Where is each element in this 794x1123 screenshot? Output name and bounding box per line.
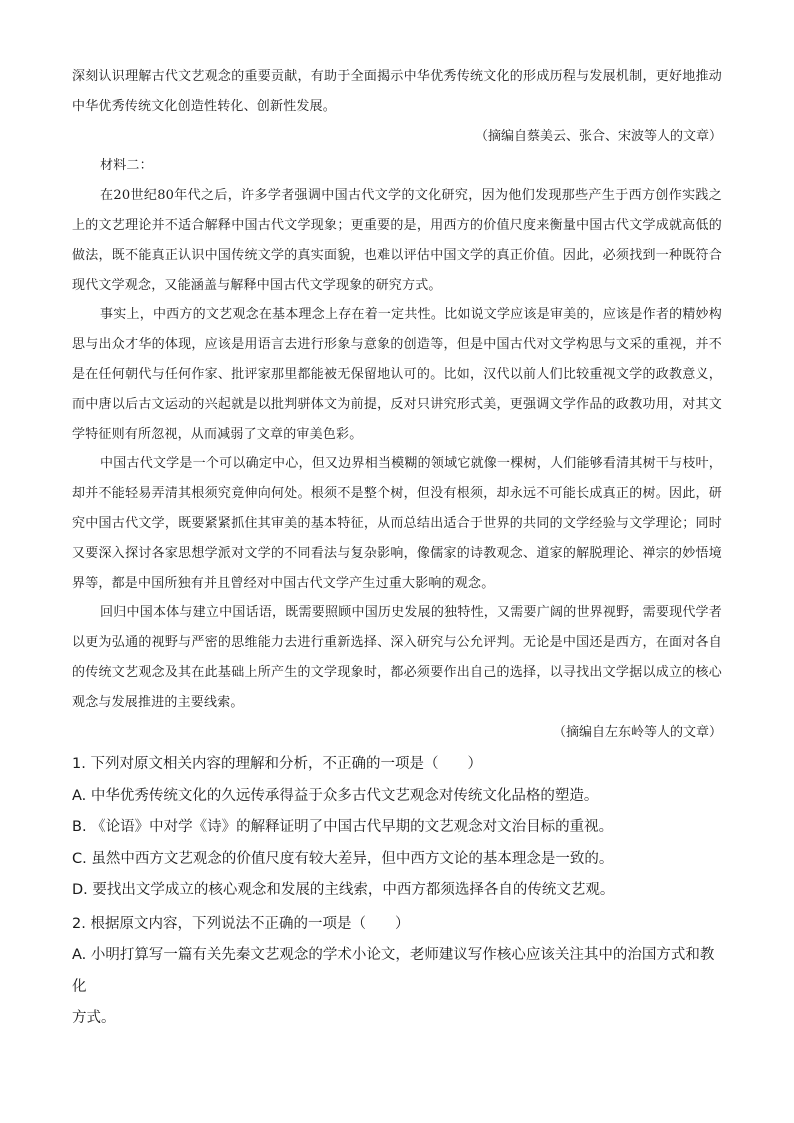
question-1-option-d: D. 要找出文学成立的核心观念和发展的主线索，中西方都须选择各自的传统文艺观。 — [72, 882, 615, 899]
source-citation-1: （摘编自蔡美云、张合、宋波等人的文章） — [474, 128, 722, 144]
material-2-label: 材料二： — [100, 158, 153, 174]
question-1-option-a: A. 中华优秀传统文化的久远传承得益于众多古代文艺观念对传统文化品格的塑造。 — [72, 787, 599, 804]
document-page — [72, 62, 722, 1035]
question-1-stem: 1. 下列对原文相关内容的理解和分析，不正确的一项是（ ） — [72, 756, 482, 773]
source-citation-2: （摘编自左东岭等人的文章） — [552, 724, 722, 740]
question-2-option-a-line-1: A. 小明打算写一篇有关先秦文艺观念的学术小论文，老师建议写作核心应该关注其中的治国方式和教化 — [72, 947, 715, 995]
question-2-stem: 2. 根据原文内容，下列说法不正确的一项是（ ） — [72, 915, 410, 932]
intro-paragraph: 深刻认识理解古代文艺观念的重要贡献，有助于全面揭示中华优秀传统文化的形成历程与发展机制，更好地推动中华优秀传统文化创造性转化、创新性发展。 — [72, 69, 722, 114]
question-1-option-c: C. 虽然中西方文艺观念的价值尺度有较大差异，但中西方文论的基本理念是一致的。 — [72, 850, 614, 867]
question-2 — [72, 909, 722, 1035]
question-1 — [72, 749, 722, 907]
question-1-option-b: B. 《论语》中对学《诗》的解释证明了中国古代早期的文艺观念对文治目标的重视。 — [72, 819, 614, 836]
paragraph-1: 在20世纪80年代之后，许多学者强调中国古代文学的文化研究，因为他们发现那些产生于西方创作实践之上的文艺理论并不适合解释中国古代文学现象；更重要的是，用西方的价值尺度来衡量中国古代文学成就高低的做法，既不能真正认识中国传统文学的真实面貌，也难以评估中国文学的真正价值。因此，必须找到一种既符合现代文学观念，又能涵盖与解释中国古代文学现象的研究方式。 — [72, 188, 722, 293]
question-2-option-a-line-2: 方式。 — [72, 1010, 116, 1027]
paragraph-3: 中国古代文学是一个可以确定中心，但又边界相当模糊的领域它就像一棵树，人们能够看清其树干与枝叶，却并不能轻易弄清其根须究竟伸向何处。根须不是整个树，但没有根须，却永远不可能长成真正的树。因此，研究中国古代文学，既要紧紧抓住其审美的基本特征，从而总结出适合于世界的共同的文学经验与文学理论；同时又要深入探讨各家思想学派对文学的不同看法与复杂影响，像儒家的诗教观念、道家的解脱理论、禅宗的妙悟境界等，都是中国所独有并且曾经对中国古代文学产生过重大影响的观念。 — [72, 456, 722, 591]
paragraph-4: 回归中国本体与建立中国话语，既需要照顾中国历史发展的独特性，又需要广阔的世界视野，需要现代学者以更为弘通的视野与严密的思维能力去进行重新选择、深入研究与公允评判。无论是中国还是西方，在面对各自的传统文艺观念及其在此基础上所产生的文学现象时，都必须要作出自己的选择，以寻找出文学据以成立的核心观念与发展推进的主要线索。 — [72, 605, 722, 710]
paragraph-2: 事实上，中西方的文艺观念在基本理念上存在着一定共性。比如说文学应该是审美的，应该是作者的精妙构思与出众才华的体现，应该是用语言去进行形象与意象的创造等，但是中国古代对文学构思与文采的重视，并不是在任何朝代与任何作家、批评家那里都能被无保留地认可的。比如，汉代以前人们比较重视文学的政教意义，而中唐以后古文运动的兴起就是以批判骈体文为前提，反对只讲究形式美，更强调文学作品的政教功用，对其文学特征则有所忽视，从而减弱了文章的审美色彩。 — [72, 307, 722, 442]
